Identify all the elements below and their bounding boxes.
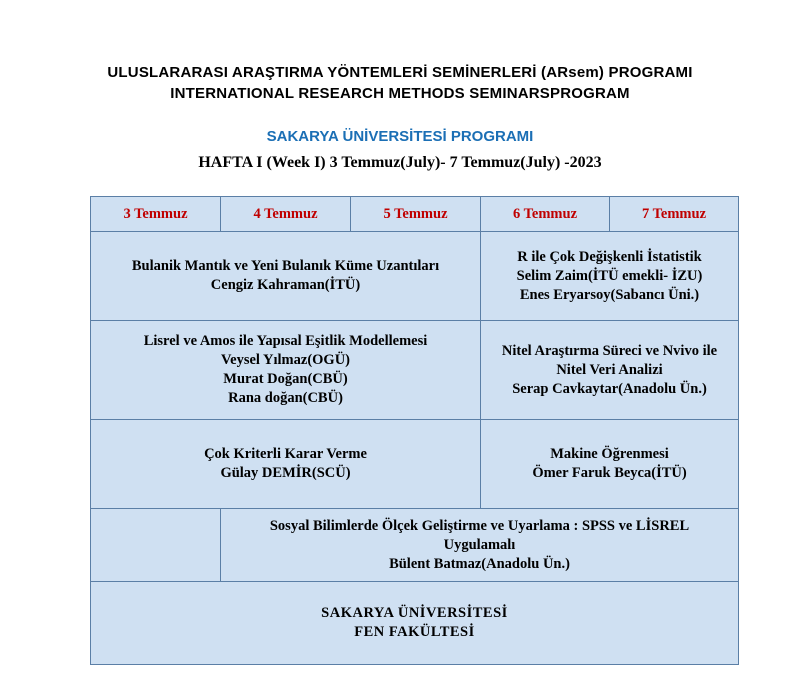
session-qualitative-nvivo [481,321,739,420]
session-speaker: Bülent Batmaz(Anadolu Ün.) [389,555,570,572]
day-header-1: 3 Temmuz [91,197,221,232]
session-title-line2: Uygulamalı [443,536,516,553]
session-speaker-1: Veysel Yılmaz(OGÜ) [221,352,350,368]
session-title: Çok Kriterli Karar Verme [204,446,367,462]
session-speaker-3: Rana doğan(CBÜ) [228,390,343,406]
table-row [91,420,739,509]
footer-banner [91,582,739,665]
day-header-4: 6 Temmuz [481,197,610,232]
day-header-5: 7 Temmuz [610,197,739,232]
session-title: R ile Çok Değişkenli İstatistik [517,248,702,265]
session-r-statistics [481,232,739,321]
session-speaker: Ömer Faruk Beyca(İTÜ) [532,465,687,481]
session-sem-lisrel-amos [91,321,481,420]
title-turkish: ULUSLARARASI ARAŞTIRMA YÖNTEMLERİ SEMİNERLERİ (ARsem) PROGRAMI [107,64,693,81]
session-speaker-2: Murat Doğan(CBÜ) [223,371,348,387]
session-machine-learning [481,420,739,509]
subtitle-week: HAFTA I (Week I) 3 Temmuz(July)- 7 Temmuz(July) -2023 [198,154,602,171]
session-speaker: Cengiz Kahraman(İTÜ) [210,277,361,293]
footer-line-university: SAKARYA ÜNİVERSİTESİ [321,605,508,621]
session-title: Bulanik Mantık ve Yeni Bulanık Küme Uzantıları [131,258,440,274]
session-fuzzy-logic [91,232,481,321]
day-header-2: 4 Temmuz [221,197,351,232]
session-title: Makine Öğrenmesi [550,446,669,462]
table-row-footer [91,582,739,665]
session-title-line1: Nitel Araştırma Süreci ve Nvivo ile [501,342,718,359]
table-row [91,509,739,582]
session-speaker-1: Selim Zaim(İTÜ emekli- İZU) [516,267,703,284]
day-header-3: 5 Temmuz [351,197,481,232]
session-speaker: Gülay DEMİR(SCÜ) [220,465,351,481]
session-title-line1: Sosyal Bilimlerde Ölçek Geliştirme ve Uyarlama : SPSS ve LİSREL [269,517,690,534]
empty-cell [91,509,221,582]
session-scale-development [221,509,739,582]
schedule-table-wrapper [90,196,738,665]
table-row [91,321,739,420]
session-multicriteria-decision [91,420,481,509]
session-title: Lisrel ve Amos ile Yapısal Eşitlik Modellemesi [143,333,428,349]
title-english: INTERNATIONAL RESEARCH METHODS SEMINARSPROGRAM [170,85,630,102]
subtitle-university: SAKARYA ÜNİVERSİTESİ PROGRAMI [266,128,534,145]
table-row-days [91,197,739,232]
table-row [91,232,739,321]
schedule-table [90,196,739,665]
session-speaker-2: Enes Eryarsoy(Sabancı Üni.) [519,286,700,303]
session-title-line2: Nitel Veri Analizi [556,361,663,378]
footer-line-faculty: FEN FAKÜLTESİ [354,624,475,640]
poster-header [0,0,800,174]
session-speaker: Serap Cavkaytar(Anadolu Ün.) [512,380,707,397]
